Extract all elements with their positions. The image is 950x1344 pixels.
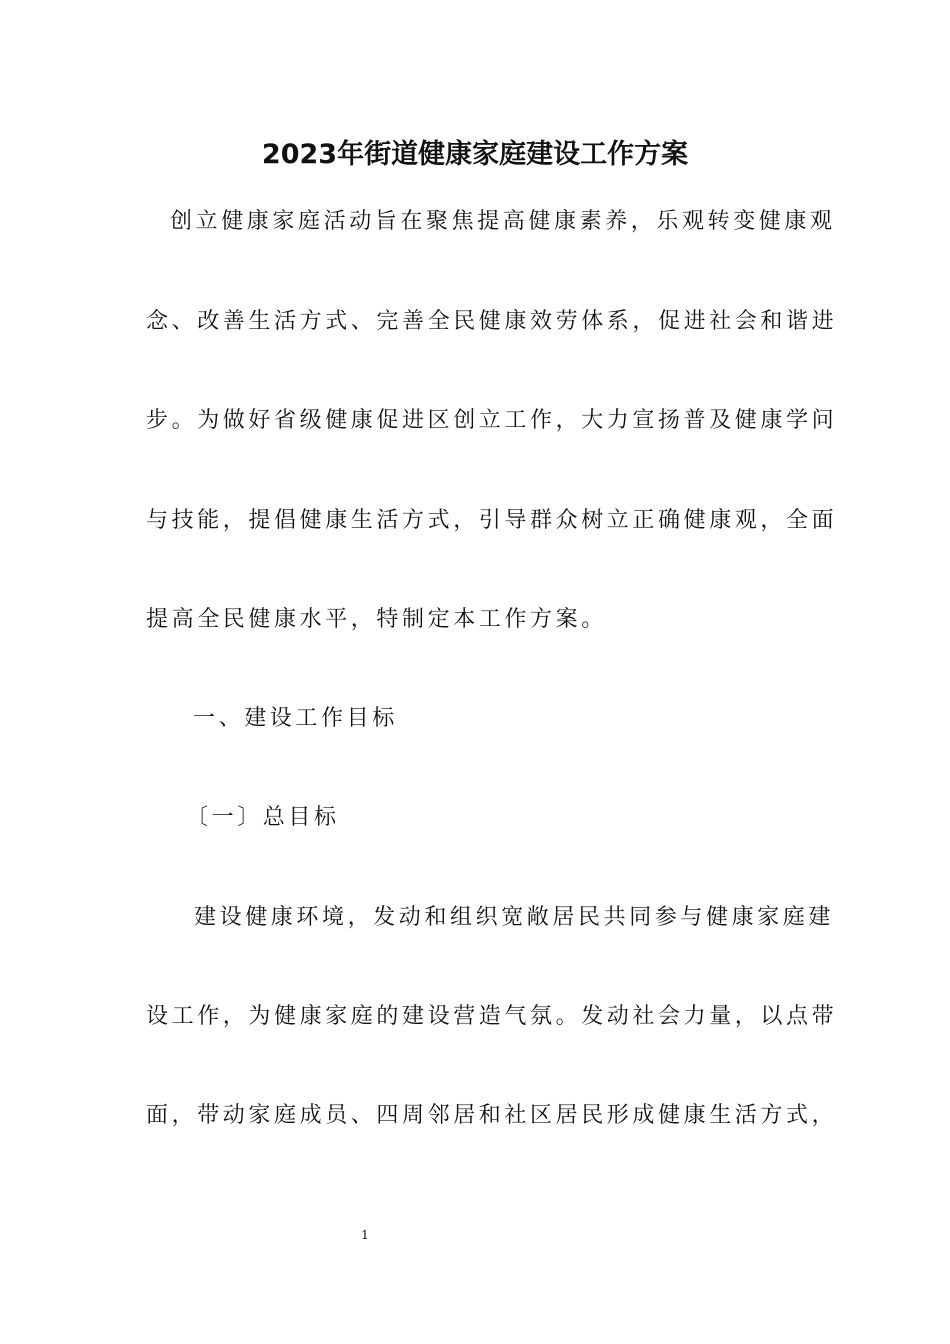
document-title: 2023年街道健康家庭建设工作方案: [261, 139, 689, 170]
paragraph-line-4: 与技能，提倡健康生活方式，引导群众树立正确健康观，全面: [146, 508, 838, 533]
paragraph-line-1: 创立健康家庭活动旨在聚焦提高健康素养，乐观转变健康观: [170, 209, 836, 234]
paragraph-line-2: 念、改善生活方式、完善全民健康效劳体系，促进社会和谐进: [146, 309, 838, 334]
section-heading-1: 一、建设工作目标: [193, 706, 398, 731]
paragraph-line-6: 建设健康环境，发动和组织宽敞居民共同参与健康家庭建: [194, 905, 835, 930]
paragraph-line-3: 步。为做好省级健康促进区创立工作，大力宣扬普及健康学问: [146, 408, 838, 433]
paragraph-line-7: 设工作，为健康家庭的建设营造气氛。发动社会力量，以点带: [146, 1004, 838, 1029]
paragraph-line-5: 提高全民健康水平，特制定本工作方案。: [146, 607, 607, 632]
paragraph-line-8: 面，带动家庭成员、四周邻居和社区居民形成健康生活方式，: [146, 1103, 838, 1128]
subsection-heading-1: 〔一〕总目标: [186, 805, 340, 830]
page-number: 1: [361, 1228, 369, 1242]
